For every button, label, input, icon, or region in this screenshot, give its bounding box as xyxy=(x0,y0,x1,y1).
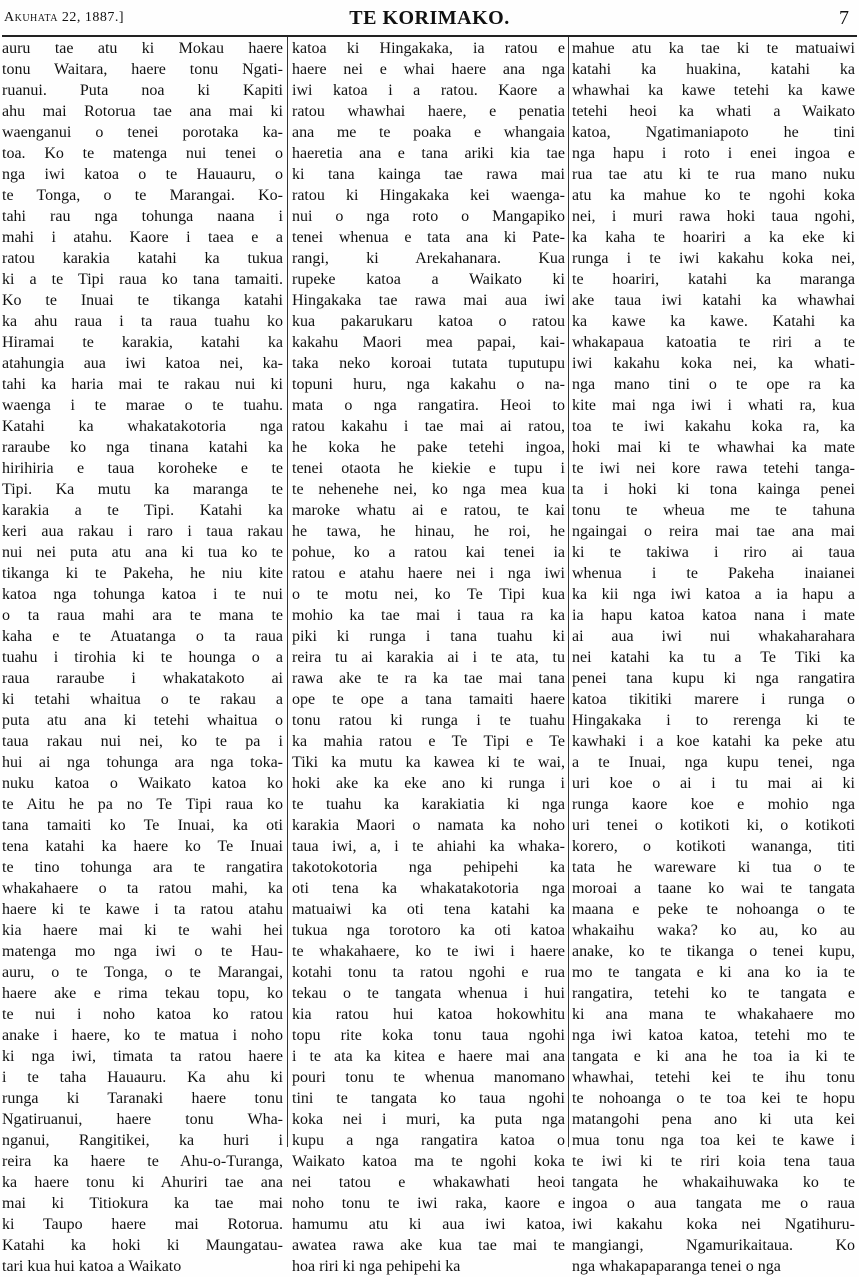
text-line: ingoa o aua tangata me o raua xyxy=(572,1195,855,1212)
text-line: tuahu i tirohia ki te hounga o a xyxy=(2,649,283,666)
text-line: rangatira, tetehi ko te tangata e xyxy=(572,985,855,1002)
text-line: tana tamaiti ko Te Inuai, ka oti xyxy=(2,817,283,834)
text-line: runga kaore koe e mohio nga xyxy=(572,796,855,813)
text-line: ka kawe ka kawe. Katahi ka xyxy=(572,313,855,330)
text-column-2 xyxy=(292,38,565,1275)
text-line: te nui i noho katoa ko ratou xyxy=(2,1006,283,1023)
text-line: te nehenehe nei, ko nga mea kua xyxy=(292,481,565,498)
text-line: tahi ka haria mai te rakau nui ki xyxy=(2,376,283,393)
text-line: tari kua hui katoa a Waikato xyxy=(2,1258,182,1275)
text-line: katoa nga tohunga katoa i te nui xyxy=(2,586,283,603)
text-line: noho tonu te iwi raka, kaore e xyxy=(292,1195,565,1212)
text-line: rua tae atu ki te rua mano nuku xyxy=(572,166,855,183)
text-line: mua tonu nga toa kei te kawe i xyxy=(572,1132,855,1149)
text-line: te tuahu ka karakiatia ki nga xyxy=(292,796,565,813)
text-line: kupu a nga rangatira katoa o xyxy=(292,1132,565,1149)
text-line: ratou ki Hingakaka kei waenga- xyxy=(292,187,565,204)
text-line: tangata he whakaihuwaka ko te xyxy=(572,1174,855,1191)
text-line: rupeke katoa a Waikato ki xyxy=(292,271,565,288)
text-line: runga i te iwi kakahu koka nei, xyxy=(572,250,855,267)
text-line: karakia a te Tipi. Katahi ka xyxy=(2,502,283,519)
text-line: nga mano tini o te ope ra ka xyxy=(572,376,855,393)
text-line: matenga mo nga iwi o te Hau- xyxy=(2,943,283,960)
text-line: te Tonga, o te Marangai. Ko- xyxy=(2,187,283,204)
text-line: katahi ka huakina, katahi ka xyxy=(572,61,855,78)
text-line: Hiramai te karakia, katahi ka xyxy=(2,334,283,351)
text-line: i te ata ka kitea e haere mai ana xyxy=(292,1048,565,1065)
text-line: whenua i te Pakeha inaianei xyxy=(572,565,855,582)
text-line: uri tenei o kotikoti ki, o kotikoti xyxy=(572,817,855,834)
header-rule xyxy=(2,35,857,37)
text-line: mata o nga rangatira. Heoi to xyxy=(292,397,565,414)
text-line: hoki ake ka eke ano ki runga i xyxy=(292,775,565,792)
text-line: topuni huru, nga kakahu o na- xyxy=(292,376,565,393)
text-line: i te taha Hauauru. Ka ahu ki xyxy=(2,1069,283,1086)
text-line: auru tae atu ki Mokau haere xyxy=(2,40,283,57)
page-header xyxy=(0,4,859,34)
text-line: te iwi ki te riri koia tena taua xyxy=(572,1153,855,1170)
text-line: nga hapu i roto i enei ingoa e xyxy=(572,145,855,162)
text-line: kua pakarukaru katoa o ratou xyxy=(292,313,565,330)
text-line: tangata e ki ana he toa ia ki te xyxy=(572,1048,855,1065)
text-line: nga iwi katoa o te Hauauru, o xyxy=(2,166,283,183)
text-line: ki a te Tipi raua ko tana tamaiti. xyxy=(2,271,283,288)
text-line: reira tu ai karakia ai i te ata, tu xyxy=(292,649,565,666)
text-line: haere ake e rima tekau topu, ko xyxy=(2,985,283,1002)
text-line: korero, o kotikoti wananga, titi xyxy=(572,838,855,855)
text-line: tena katahi ka haere ko Te Inuai xyxy=(2,838,283,855)
text-line: toa te iwi kakahu koka ra, ka xyxy=(572,418,855,435)
text-line: mai ki Titiokura ka tae mai xyxy=(2,1195,283,1212)
text-line: katoa tikitiki marere i runga o xyxy=(572,691,855,708)
text-line: whakahaere o ta ratou mahi, ka xyxy=(2,880,283,897)
text-line: iwi kakahu koka nei, ka whati- xyxy=(572,355,855,372)
text-line: ope te ope a tana tamaiti haere xyxy=(292,691,565,708)
text-line: katoa ki Hingakaka, ia ratou e xyxy=(292,40,565,57)
text-line: taka neko koroai tutata tuputupu xyxy=(292,355,565,372)
text-line: tata he wareware ki tua o te xyxy=(572,859,855,876)
text-line: puta atu ana ki tetehi whaitua o xyxy=(2,712,283,729)
column-divider-2 xyxy=(568,37,569,1147)
text-line: ratou karakia katahi ka tukua xyxy=(2,250,283,267)
text-line: te nohoanga o te toa kei te hopu xyxy=(572,1090,855,1107)
text-line: mahue atu ka tae ki te matuaiwi xyxy=(572,40,855,57)
text-line: anake, ko te tikanga o tenei kupu, xyxy=(572,943,855,960)
text-line: waenganui o tenei porotaka ka- xyxy=(2,124,283,141)
text-line: taua iwi, a, i te ahiahi ka whaka- xyxy=(292,838,565,855)
text-line: nuku katoa o Waikato katoa ko xyxy=(2,775,283,792)
text-line: nganui, Rangitikei, ka huri i xyxy=(2,1132,283,1149)
text-line: Hingakaka i to rerenga ki te xyxy=(572,712,855,729)
text-line: nei tatou e whakawhati heoi xyxy=(292,1174,565,1191)
text-line: te tino tohunga ara te rangatira xyxy=(2,859,283,876)
text-line: haere ki te kawe i ta ratou atahu xyxy=(2,901,283,918)
text-line: katoa, Ngatimaniapoto he tini xyxy=(572,124,855,141)
text-line: tonu ratou ki runga i te tuahu xyxy=(292,712,565,729)
text-line: maroke whatu ai e ratou, te kai xyxy=(292,502,565,519)
text-line: ake taua iwi katahi ka whawhai xyxy=(572,292,855,309)
text-line: karakia Maori o namata ka noho xyxy=(292,817,565,834)
text-line: pouri tonu te whenua manomano xyxy=(292,1069,565,1086)
text-column-1 xyxy=(2,38,283,1275)
text-line: tini te tangata ko taua ngohi xyxy=(292,1090,565,1107)
text-line: topu rite koka tonu taua ngohi xyxy=(292,1027,565,1044)
text-line: anake i haere, ko te matua i noho xyxy=(2,1027,283,1044)
text-line: ka kaha te hoariri a ka eke ki xyxy=(572,229,855,246)
text-line: Hingakaka tae rawa mai aua iwi xyxy=(292,292,565,309)
text-line: ratou whawhai haere, e penatia xyxy=(292,103,565,120)
text-line: takotokotoria nga pehipehi ka xyxy=(292,859,565,876)
text-line: ki Taupo haere mai Rotorua. xyxy=(2,1216,283,1233)
text-line: kaha e te Atuatanga o ta raua xyxy=(2,628,283,645)
text-line: ka kii nga iwi katoa a ia hapu a xyxy=(572,586,855,603)
issue-date: Akuhata 22, 1887.] xyxy=(4,10,125,25)
text-line: iwi katoa i a ratou. Kaore a xyxy=(292,82,565,99)
text-line: a te Inuai, nga kupu tenei, nga xyxy=(572,754,855,771)
text-line: o ta raua mahi ara te mana te xyxy=(2,607,283,624)
text-line: ka mahia ratou e Te Tipi e Te xyxy=(292,733,565,750)
text-line: whawhai, tetehi kei te ihu tonu xyxy=(572,1069,855,1086)
text-line: raraube ko nga tinana katahi ka xyxy=(2,439,283,456)
text-line: whakaihu waka? ko au, ko au xyxy=(572,922,855,939)
text-line: hoa riri ki nga pehipehi ka xyxy=(292,1258,461,1275)
text-line: ruanui. Puta noa ki Kapiti xyxy=(2,82,283,99)
text-line: runga ki Taranaki haere tonu xyxy=(2,1090,283,1107)
text-line: ki ana mana te whakahaere mo xyxy=(572,1006,855,1023)
text-line: mangiangi, Ngamurikaitaua. Ko xyxy=(572,1237,855,1254)
text-line: matangohi pena ano ki uta kei xyxy=(572,1111,855,1128)
text-line: mohio ka tae mai i taua ra ka xyxy=(292,607,565,624)
text-line: tonu Waitara, haere tonu Ngati- xyxy=(2,61,283,78)
text-line: ia hapu katoa katoa nana i mate xyxy=(572,607,855,624)
text-line: whakapaua katoatia te riri a te xyxy=(572,334,855,351)
text-line: Waikato katoa ma te ngohi koka xyxy=(292,1153,565,1170)
text-line: nei, i muri rawa hoki taua ngohi, xyxy=(572,208,855,225)
text-line: ki nga iwi, timata ta ratou haere xyxy=(2,1048,283,1065)
text-line: Ngatiruanui, haere tonu Wha- xyxy=(2,1111,283,1128)
text-line: te hoariri, katahi ka maranga xyxy=(572,271,855,288)
text-line: ratou e atahu haere nei i nga iwi xyxy=(292,565,565,582)
text-line: nei katahi ka tu a Te Tiki ka xyxy=(572,649,855,666)
text-line: te iwi nei kore rawa tetehi tanga- xyxy=(572,460,855,477)
text-line: tekau o te tangata whenua i hui xyxy=(292,985,565,1002)
text-line: tetehi heoi ka whati a Waikato xyxy=(572,103,855,120)
text-line: awatea rawa ake kua tae mai te xyxy=(292,1237,565,1254)
text-line: ratou kakahu i tae mai ai ratou, xyxy=(292,418,565,435)
text-line: atahungia aua iwi katoa nei, ka- xyxy=(2,355,283,372)
text-line: hoki mai ki te whawhai ka mate xyxy=(572,439,855,456)
text-line: piki ki runga i tana tuahu ki xyxy=(292,628,565,645)
text-line: ahu mai Rotorua tae ana mai ki xyxy=(2,103,283,120)
text-line: kite mai nga iwi i whati ra, kua xyxy=(572,397,855,414)
text-line: raua raraube i whakatakoto ai xyxy=(2,670,283,687)
text-line: he koka he pake tetehi ingoa, xyxy=(292,439,565,456)
text-line: Tiki ka mutu ka kawea ki te wai, xyxy=(292,754,565,771)
text-line: mahi i atahu. Kaore i taea e a xyxy=(2,229,283,246)
text-line: hamumu atu ki aua iwi katoa, xyxy=(292,1216,565,1233)
text-line: ana me te poaka e whangaia xyxy=(292,124,565,141)
text-line: oti tena ka whakatakotoria nga xyxy=(292,880,565,897)
text-line: tonu te wheua me te tahuna xyxy=(572,502,855,519)
text-line: matuaiwi ka oti tena katahi ka xyxy=(292,901,565,918)
text-line: nga whakapaparanga tenei o nga xyxy=(572,1258,781,1275)
text-line: auru, o te Tonga, o te Marangai, xyxy=(2,964,283,981)
text-line: ai aua iwi nui whakaharahara xyxy=(572,628,855,645)
text-line: ngaingai o reira mai tae ana mai xyxy=(572,523,855,540)
text-line: ki te takiwa i riro ai taua xyxy=(572,544,855,561)
text-line: ka haere tonu ki Ahuriri tae ana xyxy=(2,1174,283,1191)
text-line: tikanga ki te Pakeha, he niu kite xyxy=(2,565,283,582)
text-line: waenga i te marae o te tuahu. xyxy=(2,397,283,414)
text-line: he tawa, he hinau, he roi, he xyxy=(292,523,565,540)
text-line: ki tetahi whaitua o te rakau a xyxy=(2,691,283,708)
text-line: Ko te Inuai te tikanga katahi xyxy=(2,292,283,309)
text-line: tenei otaota he kiekie e tupu i xyxy=(292,460,565,477)
text-line: uri koe o ai i tu mai ai ki xyxy=(572,775,855,792)
text-line: nga iwi katoa katoa, tetehi mo te xyxy=(572,1027,855,1044)
text-line: tahi rau nga tohunga naana i xyxy=(2,208,283,225)
text-line: iwi kakahu koka nei Ngatihuru- xyxy=(572,1216,855,1233)
text-line: ta i hoki ki tona kainga penei xyxy=(572,481,855,498)
text-line: kakahu Maori mea papai, kai- xyxy=(292,334,565,351)
text-line: rawa ake te ra ka tae mai tana xyxy=(292,670,565,687)
text-line: Tipi. Ka mutu ka maranga te xyxy=(2,481,283,498)
text-line: taua rakau nui nei, ko te pa i xyxy=(2,733,283,750)
text-line: koka nei i muri, ka puta nga xyxy=(292,1111,565,1128)
newspaper-title: TE KORIMAKO. xyxy=(349,7,510,29)
text-line: atu ka mahue ko te ngohi koka xyxy=(572,187,855,204)
text-line: pohue, ko a ratou kai tenei ia xyxy=(292,544,565,561)
text-line: hirihiria e taua koroheke e te xyxy=(2,460,283,477)
text-line: kotahi tonu ta ratou ngohi e rua xyxy=(292,964,565,981)
text-line: whawhai ka kawe tetehi ka kawe xyxy=(572,82,855,99)
text-line: o te motu nei, ko Te Tipi kua xyxy=(292,586,565,603)
column-divider-1 xyxy=(287,37,288,1147)
text-line: mo te tangata e ki ana ko ia te xyxy=(572,964,855,981)
text-line: nui o nga roto o Mangapiko xyxy=(292,208,565,225)
text-line: maana e peke te nohoanga o te xyxy=(572,901,855,918)
text-line: tukua nga torotoro ka oti katoa xyxy=(292,922,565,939)
text-line: Katahi ka hoki ki Maungatau- xyxy=(2,1237,283,1254)
text-line: ki tana kainga tae rawa mai xyxy=(292,166,565,183)
text-line: nui nei puta atu ana ki tua ko te xyxy=(2,544,283,561)
text-line: hui ai nga tohunga ara nga toka- xyxy=(2,754,283,771)
text-line: moroai a taane ko wai te tangata xyxy=(572,880,855,897)
text-line: keri aua rakau i raro i taua rakau xyxy=(2,523,283,540)
text-line: tenei whenua e tata ana ki Pate- xyxy=(292,229,565,246)
text-line: haeretia ana e tana ariki kia tae xyxy=(292,145,565,162)
text-line: kia haere mai ki te wahi hei xyxy=(2,922,283,939)
text-line: te whakahaere, ko te iwi i haere xyxy=(292,943,565,960)
text-line: ka ahu raua i ta raua tuahu ko xyxy=(2,313,283,330)
text-line: toa. Ko te matenga nui tenei o xyxy=(2,145,283,162)
text-line: kawhaki i a koe katahi ka peke atu xyxy=(572,733,855,750)
text-line: haere nei e whai haere ana nga xyxy=(292,61,565,78)
text-line: Katahi ka whakatakotoria nga xyxy=(2,418,283,435)
text-column-3 xyxy=(572,38,855,1275)
text-line: kia ratou hui katoa hokowhitu xyxy=(292,1006,565,1023)
text-line: rangi, ki Arekahanara. Kua xyxy=(292,250,565,267)
text-line: penei tana kupu ki nga rangatira xyxy=(572,670,855,687)
text-line: reira ka haere te Ahu-o-Turanga, xyxy=(2,1153,283,1170)
page-number: 7 xyxy=(839,7,849,29)
text-line: te Aitu he pa no Te Tipi raua ko xyxy=(2,796,283,813)
